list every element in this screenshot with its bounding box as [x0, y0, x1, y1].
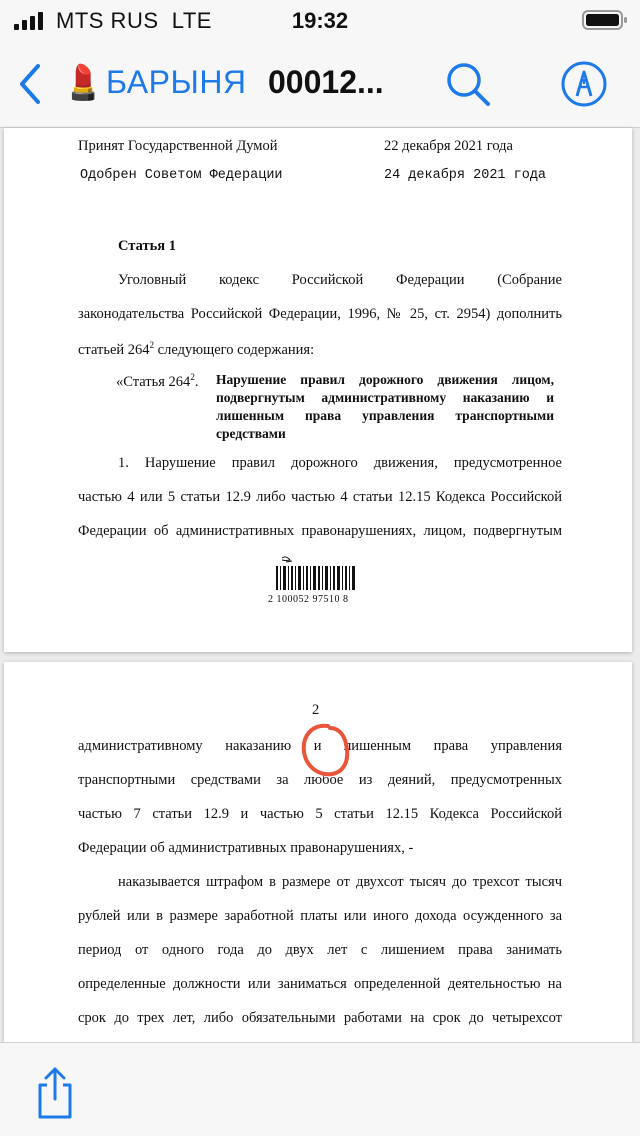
lipstick-emoji: 💄 [62, 64, 105, 102]
item-line: 1. Нарушение правил дорожного движения, предусмотренное [118, 455, 562, 471]
item-line: частью 4 или 5 статьи 12.9 либо частью 4 статьи 12.15 Кодекса Российской [78, 489, 562, 505]
status-time: 19:32 [291, 8, 349, 33]
approved-date: 24 декабря 2021 года [384, 168, 547, 183]
text-span: . [194, 373, 199, 390]
article-title-line: лишенным права управления транспортными [216, 408, 554, 423]
article-label [116, 372, 198, 391]
paragraph-line: наказывается штрафом в размере от двухсот тысяч до трехсот тысяч [118, 874, 562, 890]
text-span: «Статья 264 [116, 373, 191, 390]
barcode-image [272, 556, 362, 592]
accepted-date: 22 декабря 2021 года [384, 138, 513, 154]
share-icon[interactable] [34, 1065, 76, 1121]
article-title-line: средствами [216, 426, 286, 441]
paragraph-line: законодательства Российской Федерации, 1996, № 25, ст. 2954) дополнить [78, 306, 562, 322]
paragraph-line: транспортными средствами за любое из деяний, предусмотренных [78, 772, 562, 788]
barcode-number: 2 100052 97510 8 [268, 594, 349, 605]
article-title-line: Нарушение правил дорожного движения лицом, [216, 372, 554, 387]
bottom-toolbar [0, 1042, 640, 1136]
back-chevron-icon[interactable] [14, 62, 48, 106]
superscript: 2 [190, 372, 195, 382]
battery-icon [582, 10, 628, 30]
text-span: статьей 264 [78, 341, 150, 358]
approved-label: Одобрен Советом Федерации [80, 168, 283, 183]
page-number: 2 [312, 702, 320, 718]
paragraph-line: Уголовный кодекс Российской Федерации (Собрание [118, 272, 562, 288]
paragraph-line: срок до трех лет, либо обязательными работами на срок до четырехсот [78, 1010, 562, 1026]
document-title: 00012... [268, 64, 384, 100]
carrier-name: MTS RUS [56, 8, 159, 33]
article-heading: Статья 1 [118, 238, 176, 254]
document-page-1[interactable] [4, 128, 632, 652]
document-page-2[interactable] [4, 662, 632, 1042]
contact-name[interactable]: БАРЫНЯ [106, 64, 247, 100]
article-title-line: подвергнутым административному наказанию и [216, 390, 554, 405]
paragraph-line [78, 340, 314, 359]
paragraph-line: Федерации об административных правонарушениях, - [78, 840, 414, 856]
status-bar [0, 0, 640, 40]
navigation-bar [0, 40, 640, 128]
paragraph-line: определенные должности или заниматься определенной деятельностью на [78, 976, 562, 992]
text-span: следующего содержания: [154, 341, 315, 358]
paragraph-line: частью 7 статьи 12.9 и частью 5 статьи 12.15 Кодекса Российской [78, 806, 562, 822]
paragraph-line: рублей или в размере заработной платы или иного дохода осужденного за [78, 908, 562, 924]
accepted-label: Принят Государственной Думой [78, 138, 278, 154]
markup-pen-icon[interactable] [560, 60, 608, 108]
search-icon[interactable] [444, 60, 492, 108]
network-type: LTE [171, 8, 212, 33]
item-line: Федерации об административных правонарушениях, лицом, подвергнутым [78, 523, 562, 539]
paragraph-line: административному наказанию и лишенным права управления [78, 738, 562, 754]
superscript: 2 [149, 340, 155, 350]
paragraph-line: период от одного года до двух лет с лишением права занимать [78, 942, 562, 958]
